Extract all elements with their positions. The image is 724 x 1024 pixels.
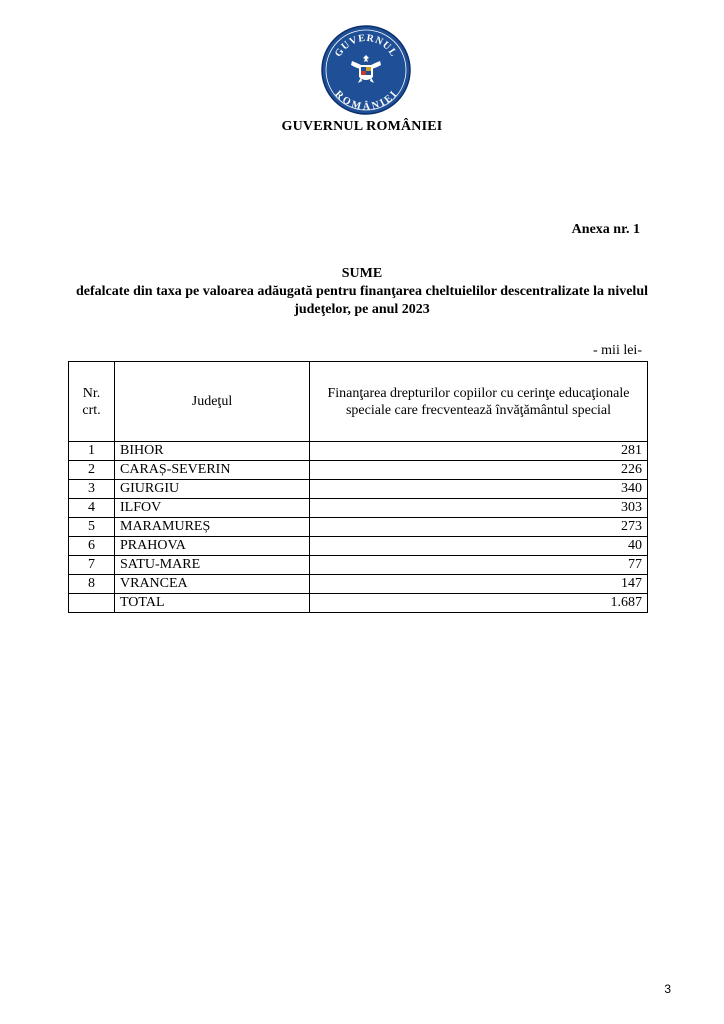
row-county: CARAȘ-SEVERIN [115,461,310,480]
page-number: 3 [664,982,671,996]
row-county: VRANCEA [115,575,310,594]
row-value: 273 [310,518,648,537]
row-nr: 8 [69,575,115,594]
row-county: MARAMUREȘ [115,518,310,537]
table-row [69,461,648,480]
total-value: 1.687 [310,594,648,613]
government-emblem-logo [321,25,411,115]
row-value: 340 [310,480,648,499]
row-county: ILFOV [115,499,310,518]
row-county: SATU-MARE [115,556,310,575]
row-nr: 7 [69,556,115,575]
government-name-heading: GUVERNUL ROMÂNIEI [281,119,443,134]
row-value: 40 [310,537,648,556]
table-header-row [69,362,648,442]
row-nr: 2 [69,461,115,480]
logo-top-text: GUVERNUL [332,32,400,60]
row-value: 226 [310,461,648,480]
row-nr: 4 [69,499,115,518]
row-value: 281 [310,442,648,461]
unit-label: - mii lei- [593,343,642,358]
table-row [69,575,648,594]
annex-label: Anexa nr. 1 [571,222,640,237]
table-row [69,499,648,518]
table-row [69,556,648,575]
row-nr: 3 [69,480,115,499]
table-row [69,537,648,556]
header-funding: Finanţarea drepturilor copiilor cu cerinţe educaţionale speciale care frecventează învăţământul special [310,362,648,442]
title-line-1: SUME [341,266,383,281]
row-nr: 1 [69,442,115,461]
row-value: 303 [310,499,648,518]
total-row [69,594,648,613]
table-row [69,442,648,461]
row-nr: 5 [69,518,115,537]
title-line-2: defalcate din taxa pe valoarea adăugată pentru finanţarea cheltuielilor descentralizate la nivelul judeţelor, pe anul 2023 [75,284,648,317]
row-county: PRAHOVA [115,537,310,556]
document-title [60,265,664,319]
row-value: 147 [310,575,648,594]
row-county: BIHOR [115,442,310,461]
funding-table [68,361,648,613]
row-value: 77 [310,556,648,575]
header-county: Judeţul [115,362,310,442]
header-nr-line2: crt. [82,402,101,418]
header-nr-line1: Nr. [82,385,101,401]
table-row [69,480,648,499]
table-row [69,518,648,537]
row-county: GIURGIU [115,480,310,499]
header-nr-crt [69,362,115,442]
total-nr-empty [69,594,115,613]
total-label: TOTAL [115,594,310,613]
row-nr: 6 [69,537,115,556]
logo-bottom-text: ROMÂNIEI [332,88,400,113]
